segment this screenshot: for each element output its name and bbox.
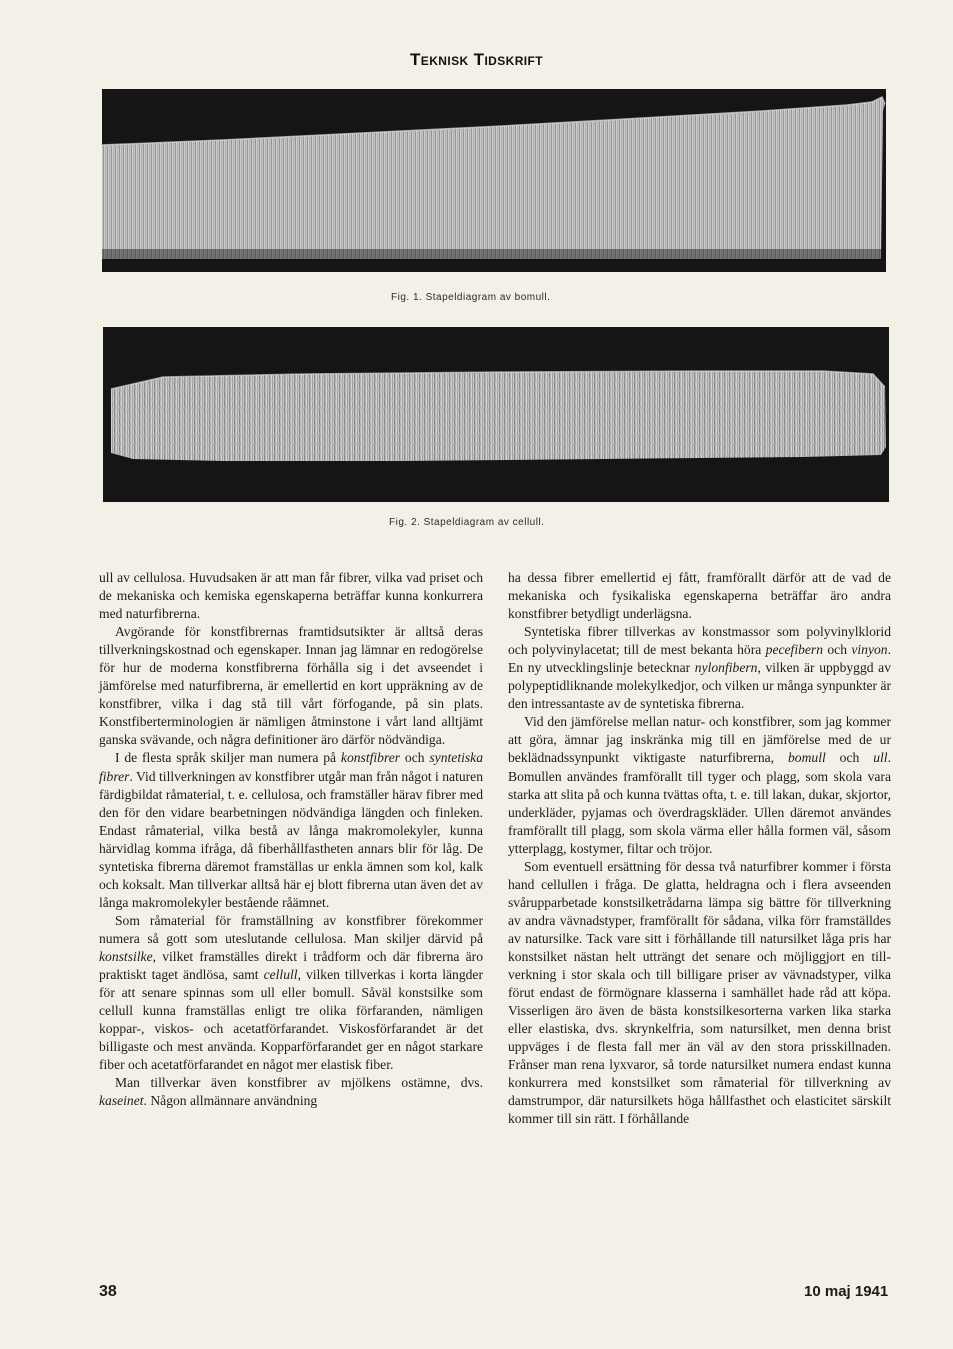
paragraph: Avgörande för konstfibrernas framtidsutsikter är alltså deras tillverkningskostnad och egenskaper. Innan jag lämnar en redogörelse för hur de moderna konstfibrerna förhålla sig i det avseendet i jämförelse med naturfibrerna, är emellertid en kort uppräkning av de konstfibrer, vilka i dag stå till vårt förfogande, på sin plats. Konstfiberterminologien är nämligen åtminstone i vårt land alltjämt ganska svävande, och några definitioner äro därför nödvändiga. — [99, 624, 483, 748]
paragraph: ull av cellulosa. Huvudsaken är att man får fibrer, vilka vad priset och de mekaniska och kemiska egenskaperna beträffar kunna konkurrera med naturfibrerna. — [99, 570, 483, 622]
figure-2-photo — [103, 327, 889, 502]
paragraph: Syntetiska fibrer tillverkas av konstmassor som polyvinylklorid och polyvinylacetat; till de mest bekanta höra pecefibern och vinyon. En ny utvecklingslinje betecknar nylonfibern, vilken är uppbyggd av polypeptidliknande molekylkedjor, och vilken ur många synpunkter är den intressantaste av de syntetiska fibrerna. — [508, 624, 892, 712]
figure-1-caption: Fig. 1. Stapeldiagram av bomull. — [391, 292, 551, 303]
journal-title: Teknisk Tidskrift — [410, 50, 543, 69]
page-number: 38 — [99, 1283, 117, 1300]
paragraph: Som råmaterial för framställning av konstfibrer förekommer numera så gott som uteslutande cellulosa. Man skiljer därvid på konstsilke, vilket framställes direkt i trådform och där fibrerna äro praktiskt taget ändlösa, samt cellull, vilken tillverkas i korta längder för att senare spinnas som ull eller bomull. Såväl konstsilke som cellull kunna framställas enligt tre olika förfaranden, nämligen koppar-, viskos- och acetatförfarandet. Viskosförfarandet är det billigaste och mest använda. Kopparförfarandet ger en något starkare fiber och acetatförfarandet en något mer elastisk fiber. — [99, 912, 483, 1073]
issue-date: 10 maj 1941 — [804, 1283, 889, 1300]
paragraph: Man tillverkar även konstfibrer av mjölkens ostämne, dvs. kaseinet. Någon allmännare användning — [99, 1075, 483, 1109]
figure-1-photo — [102, 89, 886, 272]
paragraph: Vid den jämförelse mellan natur- och konstfibrer, som jag kommer att göra, ämnar jag inskränka mig till en jämförelse med de ur beklädnadssynpunkt viktigaste naturfibrerna, bomull och ull. Bomullen användes framförallt till tyger och plagg, som skola vara starka att slita på och kunna tvättas ofta, t. e. till lakan, dukar, skjortor, underkläder, pyjamas och överdragskläder. Ullen däremot användes framförallt till plagg, som skola värma eller hålla formen väl, såsom ytterplagg, kostymer, filtar och tröjor. — [508, 714, 891, 856]
left-column — [99, 569, 483, 1110]
cellull-staple-image — [103, 327, 889, 502]
figure-2-caption: Fig. 2. Stapeldiagram av cellull. — [389, 517, 545, 528]
paragraph: Som eventuell ersättning för dessa två naturfibrer kommer i första hand cellullen i fråga. De glatta, heldragna och i flera avseenden svårupparbetade konstsilketrådarna lämpa sig bättre för tillverkning av andra vävnadstyper, framförallt för sådana, vilka förr framställdes av natursilke. Tack vare sitt i förhållande till natursilket låga pris har konstsilket nästan helt utträngt det senare och möjliggjort en tillverkning i stor skala och till billigare priser av vävnadstyper, vilka förut endast de förmögnare klasserna i samhället hade råd att köpa. Visserligen äro även de bästa konstsilkesorterna varken lika starka eller elastiska, dvs. skrynkelfria, som natursilket, men denna brist uppväges i de flesta fall mer än väl av den stora prisskillnaden. Frånser man rena lyxvaror, så torde natursilket numera endast kunna konkurrera med konstsilket som råmaterial för tillverkning av damstrumpor, där natursilkets höga hållfasthet och elasticitet särskilt kommer till sin rätt. I förhållande — [508, 858, 891, 1127]
paragraph: ha dessa fibrer emellertid ej fått, framförallt därför att de vad de mekaniska och fysikaliska egenskaperna beträffar äro andra konstfibrer betydligt underlägsna. — [508, 570, 891, 622]
right-column — [508, 569, 891, 1128]
paragraph: I de flesta språk skiljer man numera på konstfibrer och syntetiska fibrer. Vid tillverkningen av konstfibrer utgår man från något i naturen färdigbildat råmaterial, t. e. cellulosa, och framställer härav fibrer med den för den vidare bearbetningen nödvändiga längden och finleken. Endast råmaterial, vilka bestå av långa makromolekyler, kunna härvidlag komma ifråga, då fiberhållfastheten annars blir för låg. De syntetiska fibrerna däremot framställas ur enkla ämnen som kol, kalk och koksalt. Man tillverkar alltså här ej blott fibrerna utan även det av långa makromolekyler bestående råämnet. — [99, 750, 483, 910]
cotton-staple-image — [102, 89, 886, 272]
